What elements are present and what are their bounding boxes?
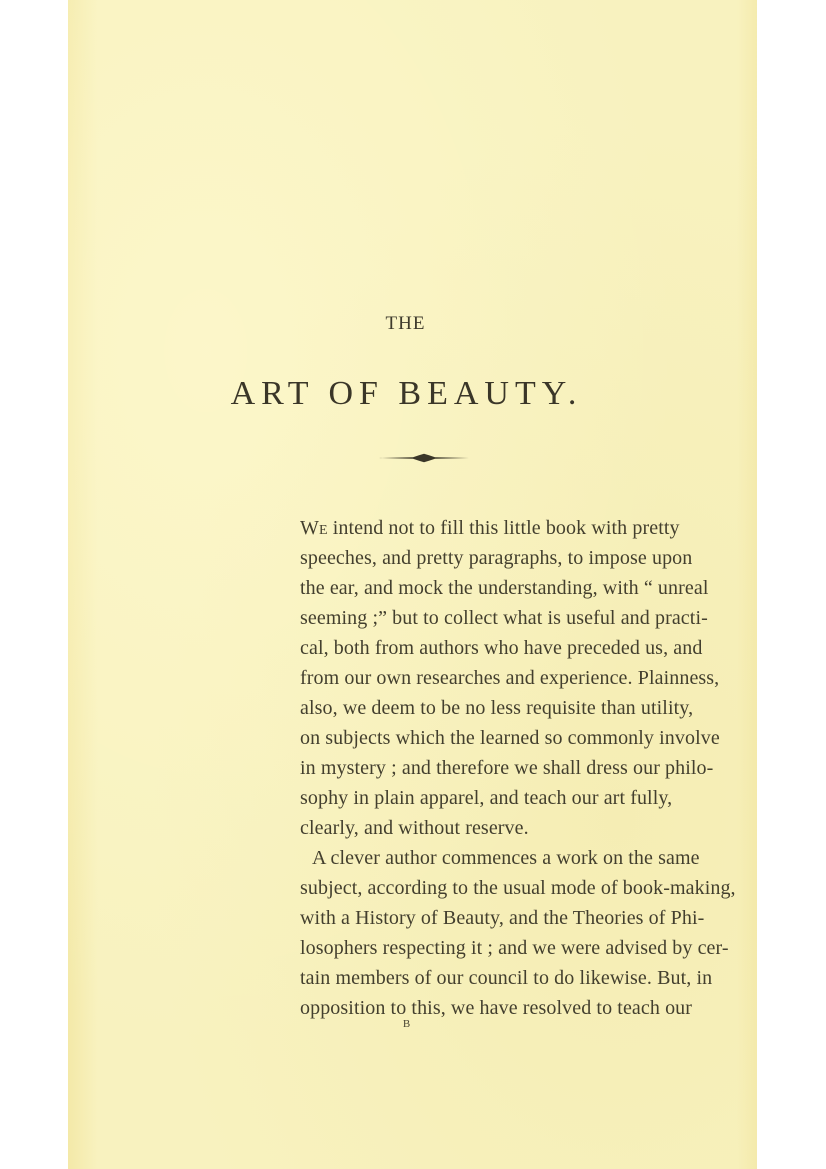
text-line: the ear, and mock the understanding, with “ unreal bbox=[300, 577, 709, 599]
book-page bbox=[68, 0, 757, 1169]
text-line: subject, according to the usual mode of book-making, bbox=[300, 877, 736, 899]
text-line: sophy in plain apparel, and teach our art fully, bbox=[300, 787, 673, 809]
pre-title: THE bbox=[385, 313, 426, 334]
text-line: clearly, and without reserve. bbox=[300, 817, 529, 839]
decorative-rule-icon bbox=[379, 453, 469, 463]
page-title: ART OF BEAUTY. bbox=[230, 375, 583, 412]
text-line: losophers respecting it ; and we were advised by cer- bbox=[300, 937, 729, 959]
text-line: with a History of Beauty, and the Theories of Phi- bbox=[300, 907, 705, 929]
text-line: We intend not to fill this little book with pretty bbox=[300, 517, 680, 539]
text-line: seeming ;” but to collect what is useful and practi- bbox=[300, 607, 708, 629]
text-line: opposition to this, we have resolved to teach our bbox=[300, 997, 693, 1019]
text-line: A clever author commences a work on the same bbox=[312, 847, 700, 869]
text-line: speeches, and pretty paragraphs, to impose upon bbox=[300, 547, 693, 569]
opening-word: We bbox=[300, 517, 328, 539]
text-line: also, we deem to be no less requisite than utility, bbox=[300, 697, 694, 719]
text-line: cal, both from authors who have preceded us, and bbox=[300, 637, 703, 659]
text-line: tain members of our council to do likewise. But, in bbox=[300, 967, 713, 989]
signature-mark: B bbox=[402, 1018, 411, 1030]
text-line: on subjects which the learned so commonly involve bbox=[300, 727, 720, 749]
text-line: from our own researches and experience. Plainness, bbox=[300, 667, 720, 689]
text-line: in mystery ; and therefore we shall dress our philo- bbox=[300, 757, 714, 779]
